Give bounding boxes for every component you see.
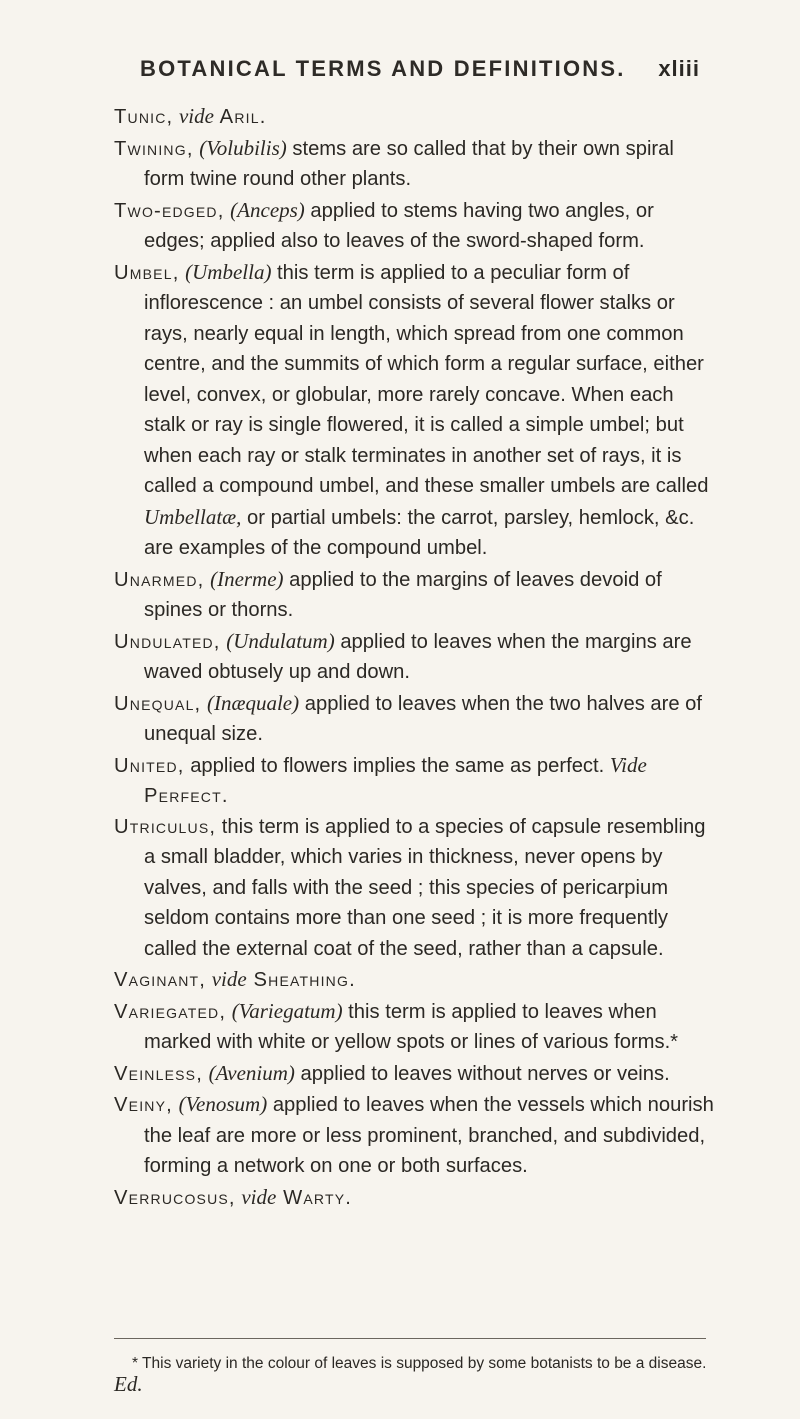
entry-vide: vide	[241, 1184, 277, 1209]
entry-text: Perfect.	[144, 785, 229, 807]
entry-vide: Vide	[609, 752, 647, 777]
entry-tunic	[114, 101, 714, 133]
entry-term: Utriculus,	[114, 815, 217, 838]
entry-text: Warty.	[276, 1186, 353, 1209]
entry-latin: (Variegatum)	[231, 998, 343, 1023]
footnote-ed: Ed.	[114, 1372, 143, 1396]
entry-text: stems are so called that by their own spiral form twine round other plants.	[144, 137, 674, 190]
entry-term: Verrucosus,	[114, 1186, 236, 1209]
entry-unarmed	[114, 564, 714, 626]
entry-text: Aril.	[213, 106, 267, 128]
entry-veinless	[114, 1058, 714, 1090]
entry-text: this term is applied to a species of capsule resembling a small bladder, which varies in thickness, never opens by valves, and falls with the seed ; this species of pericarpium seldom contains more than one seed ; it is more frequently called the external coat of the seed, rather than a capsule.	[144, 815, 706, 960]
entry-term: Umbel,	[114, 261, 180, 284]
entry-united	[114, 750, 714, 812]
entry-latin: (Undulatum)	[226, 628, 335, 653]
running-header	[140, 56, 700, 88]
entry-twining	[114, 133, 714, 195]
entry-latin: Umbellatæ,	[144, 504, 242, 529]
entry-two-edged	[114, 195, 714, 257]
glossary-body	[114, 101, 714, 1213]
entry-latin: (Umbella)	[185, 259, 272, 284]
entry-text: this term is applied to a peculiar form of inflorescence : an umbel consists of several flower stalks or rays, nearly equal in length, which spread from one common centre, and the summits of which form a regular surface, either level, convex, or globular, more rarely concave. When each stalk or ray is single flowered, it is called a simple umbel; but when each ray or stalk terminates in another set of rays, it is called a compound umbel, and these smaller umbels are called	[144, 261, 709, 497]
entry-term: Two-edged,	[114, 199, 225, 222]
entry-text: applied to leaves when the vessels which nourish the leaf are more or less prominent, branched, and subdivided, forming a network on one or both surfaces.	[144, 1094, 714, 1177]
entry-utriculus	[114, 812, 714, 965]
entry-unequal	[114, 688, 714, 750]
entry-text: applied to leaves when the margins are waved obtusely up and down.	[144, 630, 692, 683]
entry-verrucosus	[114, 1182, 714, 1214]
entry-term: Tunic,	[114, 106, 174, 128]
footnote-text: * This variety in the colour of leaves is supposed by some botanists to be a disease.	[132, 1355, 707, 1372]
footnote-divider	[114, 1338, 706, 1339]
entry-term: Veinless,	[114, 1062, 204, 1085]
entry-variegated	[114, 996, 714, 1058]
entry-vaginant	[114, 964, 714, 996]
entry-text: applied to stems having two angles, or edges; applied also to leaves of the sword-shaped form.	[144, 199, 654, 252]
entry-text: applied to flowers implies the same as perfect.	[184, 754, 610, 777]
entry-latin: (Avenium)	[208, 1060, 295, 1085]
entry-latin: (Inæquale)	[206, 690, 300, 715]
entry-term: Variegated,	[114, 1000, 227, 1023]
entry-latin: (Inerme)	[210, 566, 284, 591]
entry-vide: vide	[211, 967, 247, 991]
entry-latin: (Anceps)	[230, 197, 305, 222]
entry-text: applied to leaves without nerves or veins.	[294, 1062, 670, 1085]
entry-latin: (Venosum)	[178, 1092, 268, 1116]
entry-term: Twining,	[114, 137, 194, 160]
entry-text: or partial umbels: the carrot, parsley, hemlock, &c. are examples of the compound umbel.	[144, 506, 695, 559]
footnote	[114, 1353, 714, 1397]
entry-text: applied to leaves when the two halves are of unequal size.	[144, 692, 703, 745]
header-title: BOTANICAL TERMS AND DEFINITIONS.	[140, 56, 626, 81]
entry-text: Sheathing.	[246, 969, 356, 991]
entry-veiny	[114, 1089, 714, 1182]
entry-term: Undulated,	[114, 630, 221, 653]
entry-term: Vaginant,	[114, 969, 207, 991]
entry-term: Unarmed,	[114, 568, 205, 591]
page-number: xliii	[658, 56, 700, 81]
entry-undulated	[114, 626, 714, 688]
entry-text: applied to the margins of leaves devoid of spines or thorns.	[144, 568, 662, 621]
entry-text: this term is applied to leaves when marked with white or yellow spots or lines of various forms.*	[144, 1000, 679, 1053]
entry-term: Veiny,	[114, 1094, 173, 1116]
entry-term: United,	[114, 754, 185, 777]
entry-umbel	[114, 257, 714, 564]
entry-term: Unequal,	[114, 692, 202, 715]
entry-vide: vide	[178, 104, 214, 128]
entry-latin: (Volubilis)	[199, 135, 287, 160]
